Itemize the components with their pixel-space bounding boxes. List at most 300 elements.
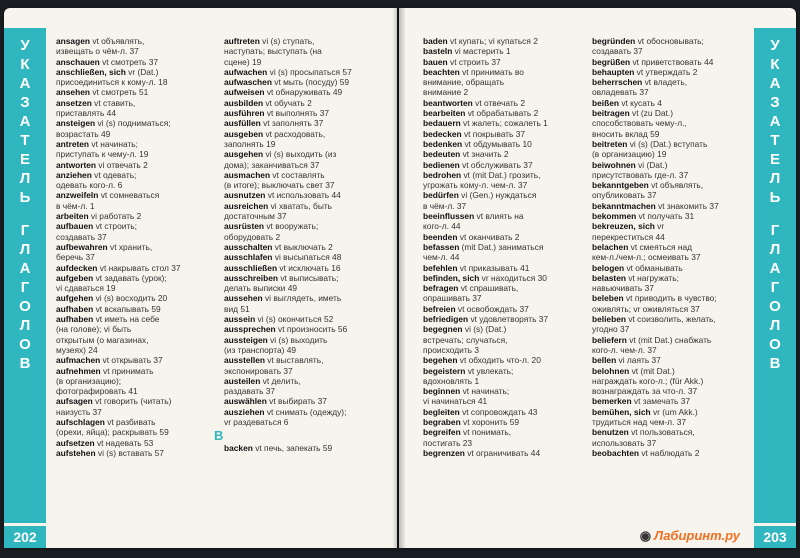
translation: vt выключать 2: [274, 241, 333, 252]
translation: vt понимать,: [463, 427, 512, 438]
translation: vt накрывать стол 37: [99, 262, 181, 273]
index-column-4: [592, 36, 752, 458]
index-entry: [224, 67, 384, 77]
headword: ausziehen: [224, 406, 265, 417]
headword: ausstellen: [224, 355, 265, 366]
index-entry: [224, 57, 384, 67]
headword: auftreten: [224, 36, 260, 46]
index-column-2: [224, 36, 384, 454]
translation: vt заполнять 37: [263, 118, 324, 129]
index-entry: [56, 201, 216, 211]
tab-letter: К: [770, 56, 780, 73]
headword: beherrschen: [592, 77, 643, 88]
index-entry: [423, 221, 583, 231]
headword: anzweifeln: [56, 190, 99, 201]
translation: награждать кого-л.; (für Akk.): [592, 375, 704, 386]
headword: belieben: [592, 314, 626, 325]
index-entry: [56, 67, 216, 77]
translation: раздавать 37: [224, 386, 276, 397]
index-entry: [592, 139, 752, 149]
index-entry: [592, 304, 752, 314]
headword: ansteigen: [56, 118, 96, 129]
headword: belogen: [592, 262, 625, 273]
index-entry: [592, 57, 752, 67]
headword: belasten: [592, 272, 626, 283]
index-entry: [592, 396, 752, 406]
headword: bedeuten: [423, 149, 461, 160]
index-entry: [224, 366, 384, 376]
index-entry: [56, 366, 216, 376]
translation: (mit Dat.) заниматься: [461, 241, 544, 252]
index-entry: [56, 417, 216, 427]
translation: vi сдаваться 19: [56, 283, 116, 294]
translation: сцене) 19: [224, 56, 262, 67]
translation: (орехи, яйца); раскрывать 59: [56, 427, 169, 438]
index-entry: [592, 232, 752, 242]
translation: чем-л. 44: [423, 252, 460, 263]
headword: anziehen: [56, 169, 92, 180]
index-entry: [592, 293, 752, 303]
translation: vi (s) вставать 57: [97, 447, 164, 458]
translation: vr раздеваться 6: [224, 416, 289, 427]
translation: vt ограничивать 44: [467, 447, 541, 458]
translation: vt расходовать,: [265, 128, 326, 139]
headword: ausgehen: [224, 149, 264, 160]
tab-letter: А: [769, 113, 781, 130]
headword: bekommen: [592, 211, 637, 222]
headword: beitreten: [592, 138, 628, 149]
headword: begeistern: [423, 365, 466, 376]
translation: vt начинать;: [462, 386, 510, 397]
index-entry: [56, 304, 216, 314]
index-entry: [592, 448, 752, 458]
headword: bedrohen: [423, 169, 462, 180]
headword: ausnutzen: [224, 190, 266, 201]
headword: ansetzen: [56, 97, 92, 108]
headword: bedienen: [423, 159, 460, 170]
index-entry: [224, 242, 384, 252]
translation: vt (mit Dat.) грозить,: [463, 169, 541, 180]
translation: vt владеть,: [644, 77, 688, 88]
index-entry: [224, 129, 384, 139]
index-entry: [56, 232, 216, 242]
headword: belohnen: [592, 365, 630, 376]
translation: vt получать 31: [638, 211, 695, 222]
index-entry: [56, 252, 216, 262]
index-entry: [224, 46, 384, 56]
headword: bekanntmachen: [592, 200, 656, 211]
headword: antworten: [56, 159, 97, 170]
headword: aufdecken: [56, 262, 98, 273]
headword: beeinflussen: [423, 211, 475, 222]
translation: опрашивать 37: [423, 293, 482, 304]
index-entry: [423, 87, 583, 97]
headword: aufsagen: [56, 396, 93, 407]
index-entry: [423, 252, 583, 262]
translation: vi хватать, быть: [270, 200, 333, 211]
index-entry: [592, 108, 752, 118]
index-entry: [423, 201, 583, 211]
translation: кем-л./чем-л.; осмеивать 37: [592, 252, 701, 263]
index-entry: [423, 160, 583, 170]
translation: vt покрывать 37: [463, 128, 526, 139]
headword: aufsetzen: [56, 437, 95, 448]
translation: vt открывать 37: [102, 355, 163, 366]
headword: bemerken: [592, 396, 632, 407]
headword: baden: [423, 36, 448, 46]
tab-letter: К: [20, 56, 30, 73]
tab-letter: О: [769, 298, 781, 315]
page-number-right: 203: [754, 526, 796, 548]
index-entry: [592, 283, 752, 293]
translation: vt ставить,: [94, 97, 136, 108]
index-entry: [423, 190, 583, 200]
translation: vt исключать 16: [279, 262, 341, 273]
translation: vt обходить что-л. 20: [459, 355, 541, 366]
index-entry: [423, 57, 583, 67]
tab-letter: А: [19, 260, 31, 277]
index-entry: [56, 448, 216, 458]
headword: aufgehen: [56, 293, 94, 304]
translation: vt обучать 2: [265, 97, 312, 108]
tab-letter: Г: [20, 222, 30, 239]
index-entry: [56, 57, 216, 67]
index-entry: [56, 190, 216, 200]
translation: постигать 23: [423, 437, 473, 448]
index-entry: [423, 77, 583, 87]
headword: befinden, sich: [423, 272, 480, 283]
translation: vi (s) восходить 20: [95, 293, 168, 304]
index-entry: [224, 36, 384, 46]
translation: одевать кого-л. 6: [56, 180, 123, 191]
index-entry: [224, 314, 384, 324]
translation: способствовать чему-л.,: [592, 118, 687, 129]
translation: vt вскапывать 59: [95, 303, 161, 314]
headword: backen: [224, 443, 253, 454]
tab-letter: А: [19, 113, 31, 130]
translation: vt (mit Dat.) снабжать: [629, 334, 712, 345]
index-entry: [592, 98, 752, 108]
index-entry: [423, 170, 583, 180]
tab-letter: Г: [20, 279, 30, 296]
translation: vt хранить,: [110, 241, 153, 252]
index-entry: [423, 129, 583, 139]
translation: vt иметь на себе: [95, 314, 160, 325]
translation: экспонировать 37: [224, 365, 293, 376]
index-entry: [224, 98, 384, 108]
translation: vt объявлять,: [92, 36, 145, 46]
translation: vt выставлять,: [267, 355, 324, 366]
index-entry: [224, 345, 384, 355]
translation: vi (s) окончиться 52: [257, 314, 334, 325]
translation: угодно 37: [592, 324, 630, 335]
index-entry: [56, 263, 216, 273]
headword: begrenzen: [423, 447, 465, 458]
index-entry: [56, 118, 216, 128]
index-entry: [592, 190, 752, 200]
index-entry: [224, 283, 384, 293]
translation: vi высыпаться 48: [274, 252, 342, 263]
index-entry: [592, 201, 752, 211]
translation: фотографировать 41: [56, 386, 138, 397]
translation: vt печь, запекать 59: [255, 443, 333, 454]
translation: vt разбивать: [107, 416, 156, 427]
index-entry: [423, 46, 583, 56]
translation: vi (Dat.): [638, 159, 668, 170]
translation: вдохновлять 1: [423, 375, 480, 386]
index-entry: [423, 36, 583, 46]
translation: vt знакомить 37: [658, 200, 719, 211]
index-entry: [592, 324, 752, 334]
index-entry: [224, 77, 384, 87]
translation: приступать к чему-л. 19: [56, 149, 149, 160]
translation: (в организацию);: [56, 375, 122, 386]
headword: ausführen: [224, 108, 265, 119]
tab-letter: Ь: [769, 189, 781, 206]
index-entry: [592, 46, 752, 56]
translation: vi (s) просыпаться 57: [269, 66, 352, 77]
tab-letter: У: [770, 37, 780, 54]
translation: vt обосновывать;: [637, 36, 704, 46]
translation: vt мыть (посуду) 59: [274, 77, 350, 88]
index-entry: [56, 149, 216, 159]
tab-letter: О: [19, 336, 31, 353]
index-entry: [423, 417, 583, 427]
index-entry: [224, 304, 384, 314]
translation: vt использовать 44: [267, 190, 341, 201]
index-entry: [423, 376, 583, 386]
translation: вид 51: [224, 303, 250, 314]
translation: создавать 37: [592, 46, 643, 57]
translation: vt приветствовать 44: [632, 56, 714, 67]
headword: antreten: [56, 138, 90, 149]
headword: aufmachen: [56, 355, 101, 366]
index-entry: [423, 304, 583, 314]
headword: beleben: [592, 293, 624, 304]
translation: дома); заканчиваться 37: [224, 159, 320, 170]
headword: belachen: [592, 241, 629, 252]
headword: begrüßen: [592, 56, 631, 67]
translation: vt удовлетворять 37: [470, 314, 549, 325]
index-entry: [592, 252, 752, 262]
index-entry: [423, 427, 583, 437]
index-entry: [224, 355, 384, 365]
headword: beenden: [423, 231, 458, 242]
index-entry: [56, 108, 216, 118]
headword: aufstehen: [56, 447, 96, 458]
translation: vt смотреть 37: [102, 56, 159, 67]
tab-letter: Т: [770, 132, 780, 149]
translation: vt обдумывать 10: [464, 138, 532, 149]
headword: begehen: [423, 355, 458, 366]
index-entry: [224, 335, 384, 345]
translation: внимание 2: [423, 87, 469, 98]
translation: vi мастерить 1: [454, 46, 511, 57]
index-entry: [56, 98, 216, 108]
tab-letter: Л: [19, 170, 31, 187]
translation: vt одевать;: [94, 169, 137, 180]
index-entry: [423, 180, 583, 190]
headword: ausrüsten: [224, 221, 265, 232]
translation: vt (mit Dat.): [631, 365, 675, 376]
index-entry: [592, 118, 752, 128]
tab-letter: Л: [769, 241, 781, 258]
translation: использовать 37: [592, 437, 657, 448]
index-entry: [592, 345, 752, 355]
translation: vt нагружать;: [628, 272, 679, 283]
translation: музеях) 24: [56, 344, 98, 355]
index-entry: [56, 221, 216, 231]
headword: aufbewahren: [56, 241, 108, 252]
headword: bedecken: [423, 128, 462, 139]
headword: ausschließen: [224, 262, 278, 273]
index-entry: [592, 170, 752, 180]
index-entry: [423, 314, 583, 324]
index-entry: [592, 36, 752, 46]
translation: vt говорить (читать): [95, 396, 172, 407]
headword: aussprechen: [224, 324, 276, 335]
tab-letter: А: [19, 75, 31, 92]
headword: aufhaben: [56, 314, 94, 325]
index-entry: [224, 170, 384, 180]
translation: vt принимать во: [462, 66, 524, 77]
index-entry: [224, 417, 384, 427]
translation: вознаграждать за что-л. 37: [592, 386, 698, 397]
index-entry: [56, 396, 216, 406]
translation: угрожать кому-л. чем-л. 37: [423, 180, 528, 191]
translation: создавать 37: [56, 231, 107, 242]
index-entry: [224, 293, 384, 303]
translation: (из транспорта) 49: [224, 344, 297, 355]
translation: vt купать; vi купаться 2: [450, 36, 538, 46]
headword: bedürfen: [423, 190, 459, 201]
index-entry: [224, 149, 384, 159]
translation: vt отвечать 2: [475, 97, 526, 108]
index-entry: [423, 149, 583, 159]
translation: vi отвечать 2: [98, 159, 148, 170]
headword: anschauen: [56, 56, 100, 67]
index-column-3: [423, 36, 583, 458]
index-entry: [224, 139, 384, 149]
headword: bedauern: [423, 118, 461, 129]
index-entry: [423, 98, 583, 108]
index-entry: [423, 273, 583, 283]
translation: встречать; случаться,: [423, 334, 508, 345]
index-entry: [224, 87, 384, 97]
index-entry: [224, 386, 384, 396]
tab-letter: Л: [19, 241, 31, 258]
index-entry: [423, 232, 583, 242]
translation: делать выписки 49: [224, 283, 298, 294]
translation: vr: [657, 221, 665, 232]
index-entry: [56, 211, 216, 221]
index-entry: [423, 355, 583, 365]
tab-letter: Г: [770, 222, 780, 239]
tab-letter: Ь: [19, 189, 31, 206]
tab-letter: Е: [769, 151, 780, 168]
tab-letter: Г: [770, 279, 780, 296]
translation: происходить 3: [423, 344, 480, 355]
index-entry: [423, 263, 583, 273]
index-entry: [56, 355, 216, 365]
headword: ausschreiben: [224, 272, 278, 283]
index-entry: [224, 407, 384, 417]
translation: наизусть 37: [56, 406, 102, 417]
index-entry: [224, 190, 384, 200]
index-entry: [56, 170, 216, 180]
index-entry: [56, 314, 216, 324]
headword: beobachten: [592, 447, 639, 458]
tab-letter: З: [770, 94, 780, 111]
headword: befreien: [423, 303, 456, 314]
index-entry: [423, 407, 583, 417]
translation: vt оканчивать 2: [459, 231, 520, 242]
index-entry: [592, 386, 752, 396]
tab-letter: В: [19, 355, 31, 372]
index-entry: [592, 417, 752, 427]
index-entry: [592, 221, 752, 231]
translation: vt надевать 53: [96, 437, 154, 448]
headword: bearbeiten: [423, 108, 466, 119]
translation: vi (Gen.) нуждаться: [461, 190, 537, 201]
headword: beliefern: [592, 334, 627, 345]
tab-letter: А: [769, 75, 781, 92]
translation: vi работать 2: [90, 211, 142, 222]
translation: vt смеяться над: [630, 241, 693, 252]
translation: vt сопровождать 43: [462, 406, 538, 417]
index-entry: [56, 129, 216, 139]
index-entry: [56, 36, 216, 46]
headword: ausbilden: [224, 97, 264, 108]
tab-letter: В: [769, 355, 781, 372]
headword: befragen: [423, 283, 459, 294]
translation: vt задавать (урок);: [95, 272, 167, 283]
headword: bellen: [592, 355, 617, 366]
translation: vt сомневаться: [100, 190, 160, 201]
index-entry: [423, 139, 583, 149]
index-entry: [423, 211, 583, 221]
translation: оживлять; vr оживляться 37: [592, 303, 700, 314]
translation: открытым (о магазинах,: [56, 334, 149, 345]
translation: заполнять 19: [224, 138, 276, 149]
headword: aussteigen: [224, 334, 268, 345]
headword: befriedigen: [423, 314, 469, 325]
translation: vt (zu Dat.): [632, 108, 673, 119]
translation: vr находиться 30: [481, 272, 547, 283]
index-entry: [56, 438, 216, 448]
index-entry: [56, 335, 216, 345]
translation: внимание, обращать: [423, 77, 505, 88]
translation: vi (s) ступать,: [262, 36, 315, 46]
translation: vt наблюдать 2: [641, 447, 700, 458]
index-entry: [592, 335, 752, 345]
translation: овладевать 37: [592, 87, 649, 98]
index-entry: [224, 263, 384, 273]
translation: vr (um Akk.): [652, 406, 698, 417]
headword: benutzen: [592, 427, 629, 438]
translation: vt вооружать;: [266, 221, 319, 232]
index-entry: [56, 180, 216, 190]
index-entry: [423, 108, 583, 118]
index-entry: [592, 438, 752, 448]
index-entry: [224, 108, 384, 118]
index-entry: [592, 160, 752, 170]
headword: beitragen: [592, 108, 630, 119]
translation: vt освобождать 37: [457, 303, 529, 314]
headword: begegnen: [423, 324, 463, 335]
translation: опубликовать 37: [592, 190, 657, 201]
index-entry: [224, 180, 384, 190]
